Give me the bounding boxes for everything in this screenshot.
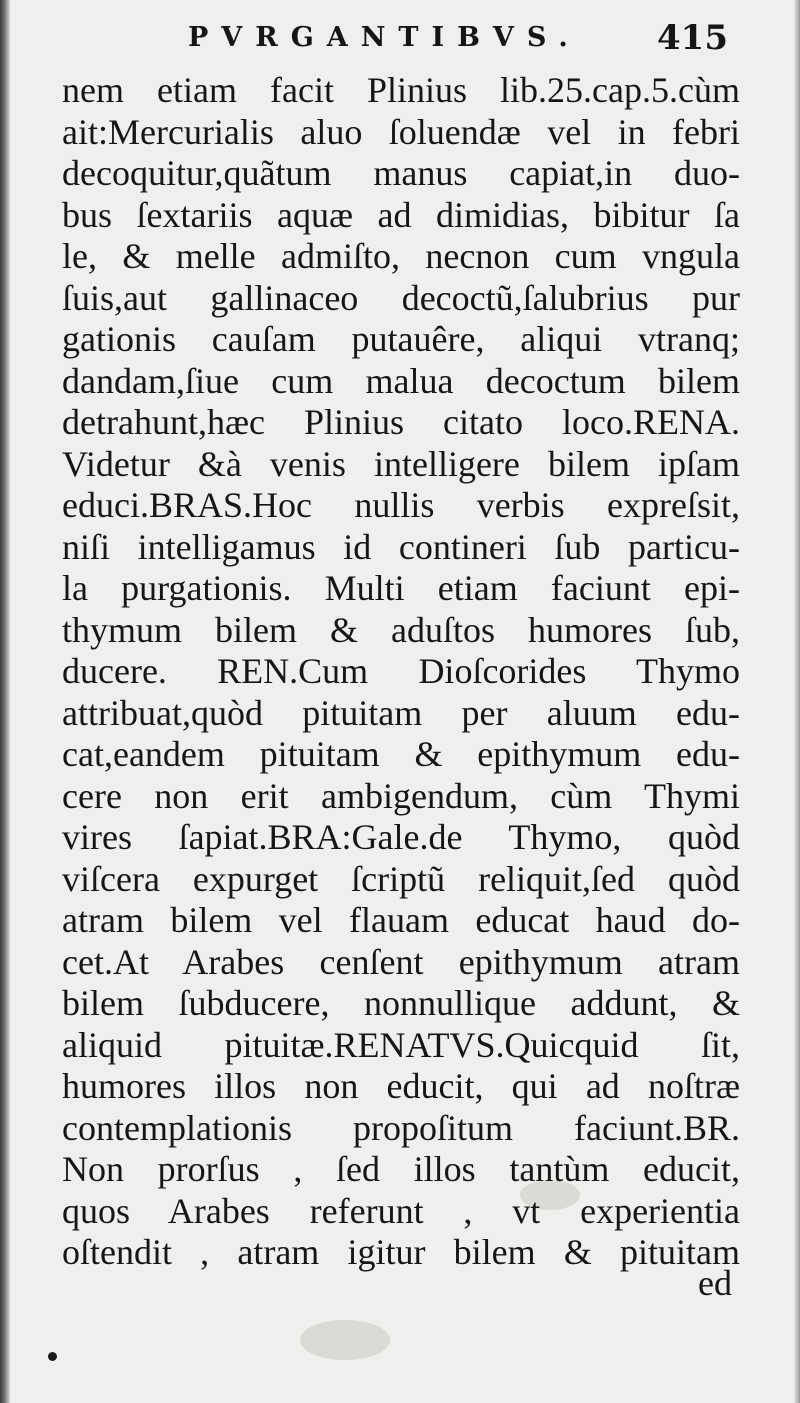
text-line: ſuis,aut gallinaceo decoctũ,ſalubrius pur — [62, 277, 740, 318]
text-line: educi.BRAS.Hoc nullis verbis expreſsit, — [62, 485, 740, 525]
text-line: bus ſextariis aquæ ad dimidias, bibitur ſa — [62, 194, 740, 235]
text-line: ducere. REN.Cum Dioſcorides Thymo — [62, 651, 740, 691]
text-line: nem etiam facit Plinius lib.25.cap.5.cùm — [62, 70, 740, 110]
text-line: vires ſapiat.BRA:Gale.de Thymo, quòd — [62, 817, 740, 857]
text-line: quos Arabes referunt , vt experientia — [62, 1190, 740, 1231]
text-line: cet.At Arabes cenſent epithymum atram — [62, 941, 740, 982]
text-line: cere non erit ambigendum, cùm Thymi — [62, 775, 740, 816]
page-gutter-shadow — [0, 0, 10, 1403]
text-line: niſi intelligamus id contineri ſub particu- — [62, 526, 740, 567]
page-number: 415 — [657, 18, 728, 58]
text-line: aliquid pituitæ.RENATVS.Quicquid ſit, — [62, 1024, 740, 1065]
text-line: gationis cauſam putauêre, aliqui vtranq; — [62, 319, 740, 359]
text-line: cat,eandem pituitam & epithymum edu- — [62, 734, 740, 774]
text-line: contemplationis propoſitum faciunt.BR. — [62, 1107, 740, 1148]
text-line: bilem ſubducere, nonnullique addunt, & — [62, 983, 740, 1023]
text-line: le, & melle admiſto, necnon cum vngula — [62, 236, 740, 276]
text-line: la purgationis. Multi etiam faciunt epi- — [62, 568, 740, 608]
text-line: Videtur &à venis intelligere bilem ipſam — [62, 443, 740, 484]
body-text — [62, 70, 740, 1274]
text-line: atram bilem vel flauam educat haud do- — [62, 900, 740, 940]
text-line: Non prorſus , ſed illos tantùm educit, — [62, 1149, 740, 1189]
text-line: thymum bilem & aduſtos humores ſub, — [62, 609, 740, 650]
text-line: ait:Mercurialis aluo ſoluendæ vel in febri — [62, 111, 740, 152]
ink-dot — [48, 1352, 57, 1361]
text-line: detrahunt,hæc Plinius citato loco.RENA. — [62, 402, 740, 442]
text-line: attribuat,quòd pituitam per aluum edu- — [62, 692, 740, 733]
paper-stain — [300, 1320, 390, 1360]
running-head-title: PVRGANTIBVS. — [188, 22, 581, 53]
running-head — [0, 18, 800, 62]
text-line: dandam,ſiue cum malua decoctum bilem — [62, 360, 740, 401]
text-line: humores illos non educit, qui ad noſtræ — [62, 1066, 740, 1106]
text-line: oſtendit , atram igitur bilem & pituitam — [62, 1232, 740, 1272]
page-edge — [794, 0, 800, 1403]
text-line: viſcera expurget ſcriptũ reliquit,ſed quòd — [62, 858, 740, 899]
catchword: ed — [698, 1263, 732, 1303]
text-line: decoquitur,quãtum manus capiat,in duo- — [62, 153, 740, 193]
